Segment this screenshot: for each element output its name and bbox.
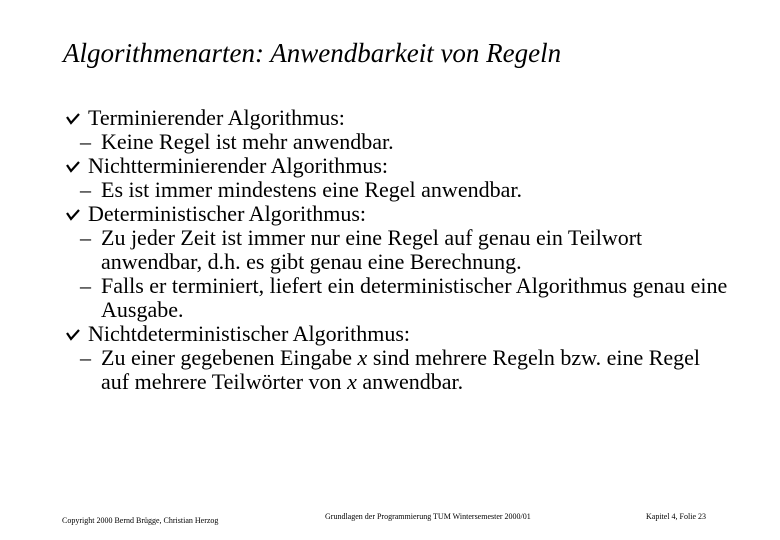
- slide-title: Algorithmenarten: Anwendbarkeit von Regeln: [63, 38, 562, 68]
- bullet-label: Deterministischer Algorithmus:: [88, 201, 367, 226]
- bullet-item: [0, 106, 780, 154]
- footer-copyright: Copyright 2000 Bernd Brügge, Christian Herzog: [62, 516, 219, 525]
- footer-slide-number: Kapitel 4, Folie 23: [646, 512, 706, 521]
- bullet-item: [0, 322, 780, 394]
- bullet-item: [0, 154, 780, 202]
- bullet-item: [0, 202, 780, 322]
- bullet-label: Nichtterminierender Algorithmus:: [88, 153, 388, 178]
- sub-item: – Zu einer gegebenen Eingabe x sind mehrere Regeln bzw. eine Regel auf mehrere Teilwörter von x anwendbar.: [80, 345, 701, 394]
- sub-item: – Zu jeder Zeit ist immer nur eine Regel auf genau ein Teilwort anwendbar, d.h. es gibt genau eine Berechnung.: [80, 225, 643, 274]
- variable-x: x: [357, 345, 368, 370]
- checkmark-v-icon: [66, 209, 80, 221]
- sub-item: – Es ist immer mindestens eine Regel anwendbar.: [80, 177, 522, 202]
- checkmark-v-icon: [66, 161, 80, 173]
- bullet-label: Terminierender Algorithmus:: [88, 105, 345, 130]
- checkmark-v-icon: [66, 329, 80, 341]
- checkmark-v-icon: [66, 113, 80, 125]
- variable-x: x: [347, 369, 357, 394]
- sub-item: – Keine Regel ist mehr anwendbar.: [80, 129, 394, 154]
- bullet-label: Nichtdeterministischer Algorithmus:: [88, 321, 411, 346]
- footer-course: Grundlagen der Programmierung TUM Wintersemester 2000/01: [325, 512, 531, 521]
- sub-item: – Falls er terminiert, liefert ein deterministischer Algorithmus genau eine Ausgabe.: [80, 273, 728, 322]
- bullet-list: [0, 106, 780, 394]
